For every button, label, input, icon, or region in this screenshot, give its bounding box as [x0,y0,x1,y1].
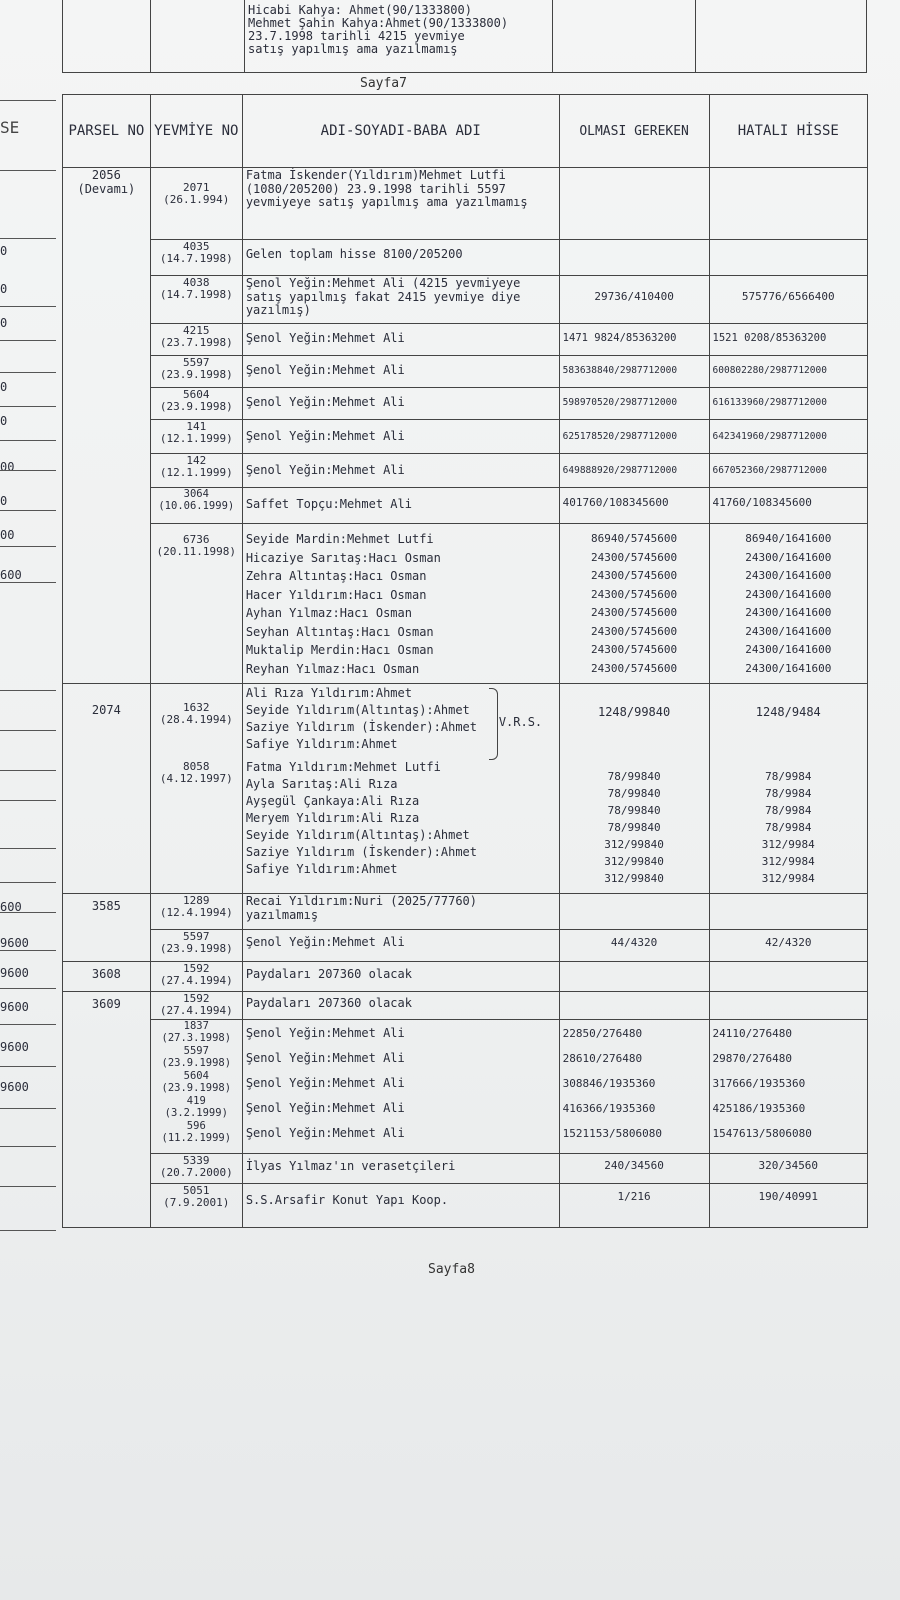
prev-value-fragment: 0 [0,316,8,330]
prev-row-line [0,582,56,583]
share-line: 317666/1935360 [712,1077,806,1090]
table-row [63,356,868,388]
header-parsel: PARSEL NO [63,95,151,168]
hatali-cell [709,962,867,992]
prev-row-line [0,988,56,989]
table-row [63,454,868,488]
yevmiye-value: 1837 (27.3.1998) [161,1021,232,1044]
name-line: Hacer Yıldırım:Hacı Osman [245,587,427,602]
hatali-cell: 642341960/2987712000 [709,420,867,454]
adi-cell: Şenol Yeğin:Mehmet Ali [242,356,559,388]
olmasi-cell: 625178520/2987712000 [559,420,709,454]
table-row [63,388,868,420]
adi-cell: Fatma İskender(Yıldırım)Mehmet Lutfi (1080/205200) 23.9.1998 tarihli 5597 yevmiyeye satış yapılmış ama yazılmamış [242,168,559,240]
header-hatali: HATALI HİSSE [709,95,867,168]
share-line: 78/99840 [607,769,661,783]
share-line: 24300/5745600 [591,569,678,582]
prev-row-line [0,882,56,883]
prev-value-fragment: 9600 [0,1000,29,1014]
yevmiye-value: 5604 (23.9.1998) [161,1071,232,1094]
adi-cell: Paydaları 207360 olacak [242,992,559,1020]
prev-row-line [0,546,56,547]
table-row [63,488,868,524]
olmasi-value: 1248/99840 [597,705,671,719]
yevmiye-cell: 1592 (27.4.1994) [150,962,242,992]
parsel-cell: 3585 [63,894,151,962]
prev-row-line [0,1230,56,1231]
share-line: 78/9984 [765,786,812,800]
share-line: 24300/1641600 [745,606,832,619]
hatali-cell: 575776/6566400 [709,276,867,324]
table-row [63,1184,868,1228]
yevmiye-cell: 5051 (7.9.2001) [150,1184,242,1228]
name-line: Hicaziye Sarıtaş:Hacı Osman [245,550,441,565]
name-line: Ayşegül Çankaya:Ali Rıza [245,794,420,808]
yevmiye-cell: 5597 (23.9.1998) [150,930,242,962]
table-row [63,420,868,454]
prev-row-line [0,1024,56,1025]
name-line: Seyide Mardin:Mehmet Lutfi [245,532,434,546]
yevmiye-value: 1632 (28.4.1994) [159,701,233,726]
share-line: 312/9984 [761,854,815,868]
hatali-cell: 600802280/2987712000 [709,356,867,388]
share-line: 24300/5745600 [591,587,678,601]
hatali-cell [709,1020,867,1154]
olmasi-cell [559,1020,709,1154]
share-line: 78/9984 [765,803,812,817]
hatali-cell: 42/4320 [709,930,867,962]
yevmiye-cell: 6736 (20.11.1998) [150,524,242,684]
vrs-label: V.R.S. [498,715,543,729]
hatali-cell: 667052360/2987712000 [709,454,867,488]
prev-value-fragment: 9600 [0,936,29,950]
name-line: Şenol Yeğin:Mehmet Ali [245,1051,405,1065]
page-label-bottom: Sayfa8 [428,1262,475,1277]
adi-cell: Gelen toplam hisse 8100/205200 [242,240,559,276]
share-line: 308846/1935360 [562,1077,656,1090]
share-line: 24300/5745600 [591,550,678,564]
share-line: 24300/1641600 [745,624,832,638]
prev-row-line [0,800,56,801]
prev-value-fragment: 00 [0,528,15,542]
share-table [62,94,868,1228]
prev-row-line [0,306,56,307]
hatali-cell: 1521 0208/85363200 [709,324,867,356]
yevmiye-cell: 2071 (26.1.994) [150,168,242,240]
name-line: Safiye Yıldırım:Ahmet [245,737,398,751]
share-line: 312/99840 [604,871,664,885]
adi-cell: Şenol Yeğin:Mehmet Ali [242,324,559,356]
prev-value-fragment: 9600 [0,1040,29,1054]
top-line: Hicabi Kahya: Ahmet(90/1333800) [248,3,472,17]
share-line: 78/99840 [607,820,661,834]
prev-header-fragment: SE [0,118,20,137]
top-line: 23.7.1998 tarihli 4215 yevmiye [248,29,465,43]
table-row [63,168,868,240]
yevmiye-cell: 5604 (23.9.1998) [150,388,242,420]
name-line: Meryem Yıldırım:Ali Rıza [245,811,420,825]
name-line: Muktalip Merdin:Hacı Osman [245,643,434,657]
adi-cell [242,1020,559,1154]
table-row [63,684,868,894]
prev-row-line [0,340,56,341]
top-line: Mehmet Şahin Kahya:Ahmet(90/1333800) [248,16,509,30]
adi-cell: Recai Yıldırım:Nuri (2025/77760) yazılmamış [242,894,559,930]
prev-row-line [0,440,56,441]
table-row [63,930,868,962]
name-line: Saziye Yıldırım (İskender):Ahmet [245,845,477,859]
name-line: Safiye Yıldırım:Ahmet [245,862,398,876]
share-line: 24300/1641600 [745,661,832,675]
adi-cell: Paydaları 207360 olacak [242,962,559,992]
share-line: 1547613/5806080 [712,1127,812,1140]
yevmiye-cell: 1289 (12.4.1994) [150,894,242,930]
share-line: 24110/276480 [712,1027,793,1040]
share-line: 24300/5745600 [591,661,678,675]
olmasi-cell: 1471 9824/85363200 [559,324,709,356]
table-row [63,524,868,684]
prev-value-fragment: 0 [0,380,8,394]
yevmiye-cell: 4215 (23.7.1998) [150,324,242,356]
header-olmasi: OLMASI GEREKEN [559,95,709,168]
share-line: 24300/5745600 [591,643,678,656]
name-line: Seyhan Altıntaş:Hacı Osman [245,624,434,639]
hatali-cell: 190/40991 [709,1184,867,1228]
yevmiye-value: 419 (3.2.1999) [164,1096,228,1119]
adi-cell: Şenol Yeğin:Mehmet Ali (4215 yevmiyeye satış yapılmış fakat 2415 yevmiye diye yazılmış) [242,276,559,324]
top-line: satış yapılmış ama yazılmamış [248,42,458,56]
header-adi: ADI-SOYADI-BABA ADI [242,95,559,168]
yevmiye-value: 5597 (23.9.1998) [161,1046,232,1069]
olmasi-cell: 1/216 [559,1184,709,1228]
share-line: 24300/5745600 [591,624,678,638]
header-row [63,95,868,168]
name-line: Şenol Yeğin:Mehmet Ali [245,1076,405,1090]
yevmiye-value: 596 (11.2.1999) [161,1121,232,1144]
table-row [63,894,868,930]
share-line: 312/99840 [604,854,664,868]
prev-row-line [0,1066,56,1067]
prev-value-fragment: 00 [0,460,15,474]
olmasi-cell: 583638840/2987712000 [559,356,709,388]
name-line: Ayla Sarıtaş:Ali Rıza [245,777,398,791]
olmasi-cell: 240/34560 [559,1154,709,1184]
name-line: Seyide Yıldırım(Altıntaş):Ahmet [245,703,470,717]
adi-cell: Şenol Yeğin:Mehmet Ali [242,930,559,962]
share-line: 1521153/5806080 [562,1127,663,1140]
yevmiye-cell: 3064 (10.06.1999) [150,488,242,524]
adi-cell: S.S.Arsafir Konut Yapı Koop. [242,1184,559,1228]
name-line: Zehra Altıntaş:Hacı Osman [245,569,427,583]
share-line: 312/9984 [761,837,815,851]
prev-row-line [0,690,56,691]
name-line: Ali Rıza Yıldırım:Ahmet [245,686,412,700]
olmasi-cell [559,684,709,894]
share-line: 78/9984 [765,769,812,783]
yevmiye-cell: 141 (12.1.1999) [150,420,242,454]
olmasi-cell: 598970520/2987712000 [559,388,709,420]
yevmiye-cell: 142 (12.1.1999) [150,454,242,488]
brace-mark [489,688,498,760]
name-line: Ayhan Yılmaz:Hacı Osman [245,606,412,620]
table-row [63,324,868,356]
hatali-cell: 320/34560 [709,1154,867,1184]
adi-cell: Saffet Topçu:Mehmet Ali [242,488,559,524]
olmasi-cell: 649888920/2987712000 [559,454,709,488]
prev-row-line [0,470,56,471]
name-line: Saziye Yıldırım (İskender):Ahmet [245,720,477,734]
yevmiye-cell: 4038 (14.7.1998) [150,276,242,324]
prev-value-fragment: 0 [0,414,8,428]
share-line: 425186/1935360 [712,1102,806,1115]
hatali-cell [709,524,867,684]
prev-row-line [0,848,56,849]
prev-row-line [0,510,56,511]
olmasi-cell [559,168,709,240]
adi-cell [242,684,559,894]
prev-row-line [0,170,56,171]
parsel-cell: 3608 [63,962,151,992]
share-line: 24300/1641600 [745,643,832,656]
prev-value-fragment: 600 [0,568,22,582]
adi-cell: Şenol Yeğin:Mehmet Ali [242,420,559,454]
yevmiye-cell: 1592 (27.4.1994) [150,992,242,1020]
yevmiye-cell [150,1020,242,1154]
name-line: Şenol Yeğin:Mehmet Ali [245,1026,405,1040]
share-line: 312/9984 [761,871,815,885]
share-line: 86940/1641600 [745,532,832,545]
hatali-cell [709,240,867,276]
yevmiye-cell: 4035 (14.7.1998) [150,240,242,276]
adi-cell: Şenol Yeğin:Mehmet Ali [242,454,559,488]
table-row [63,276,868,324]
prev-row-line [0,238,56,239]
table-row [63,1020,868,1154]
share-line: 24300/1641600 [745,587,832,601]
olmasi-cell: 401760/108345600 [559,488,709,524]
previous-page-fragment [0,0,60,1260]
prev-value-fragment: 0 [0,282,8,296]
name-line: Şenol Yeğin:Mehmet Ali [245,1101,405,1115]
share-line: 22850/276480 [562,1027,643,1040]
hatali-cell [709,992,867,1020]
share-line: 29870/276480 [712,1052,793,1065]
prev-row-line [0,100,56,101]
yevmiye-value: 8058 (4.12.1997) [159,760,233,785]
share-line: 24300/1641600 [745,569,832,582]
share-line: 24300/5745600 [591,606,678,619]
share-line: 312/99840 [604,837,664,851]
hatali-value: 1248/9484 [755,705,821,719]
adi-cell [242,524,559,684]
share-line: 78/9984 [765,820,812,834]
prev-value-fragment: 9600 [0,1080,29,1094]
share-line: 78/99840 [607,803,661,817]
adi-cell: Şenol Yeğin:Mehmet Ali [242,388,559,420]
share-line: 78/99840 [607,786,661,800]
share-line: 24300/1641600 [745,550,832,564]
prev-row-line [0,406,56,407]
adi-cell: İlyas Yılmaz'ın verasetçileri [242,1154,559,1184]
header-yevmiye: YEVMİYE NO [150,95,242,168]
hatali-cell [709,684,867,894]
parsel-cell: 3609 [63,992,151,1228]
olmasi-cell [559,524,709,684]
share-line: 416366/1935360 [562,1102,656,1115]
prev-value-fragment: 0 [0,244,8,258]
name-line: Fatma Yıldırım:Mehmet Lutfi [245,760,441,774]
olmasi-cell: 29736/410400 [559,276,709,324]
hatali-cell: 41760/108345600 [709,488,867,524]
prev-value-fragment: 0 [0,494,8,508]
prev-row-line [0,912,56,913]
parsel-cell: 2056 (Devamı) [63,168,151,684]
parsel-cell: 2074 [63,684,151,894]
olmasi-cell [559,992,709,1020]
prev-value-fragment: 9600 [0,966,29,980]
table-row [63,962,868,992]
prev-row-line [0,730,56,731]
hatali-cell [709,894,867,930]
share-line: 28610/276480 [562,1052,643,1065]
name-line: Şenol Yeğin:Mehmet Ali [245,1126,405,1140]
name-line: Reyhan Yılmaz:Hacı Osman [245,661,420,676]
prev-row-line [0,372,56,373]
hatali-cell: 616133960/2987712000 [709,388,867,420]
prev-row-line [0,1186,56,1187]
olmasi-cell [559,240,709,276]
table-row [63,992,868,1020]
page-label-top: Sayfa7 [360,76,407,91]
yevmiye-cell [150,684,242,894]
prev-value-fragment: 600 [0,900,22,914]
name-line: Seyide Yıldırım(Altıntaş):Ahmet [245,828,470,842]
yevmiye-cell: 5597 (23.9.1998) [150,356,242,388]
share-line: 86940/5745600 [591,532,678,545]
yevmiye-cell: 5339 (20.7.2000) [150,1154,242,1184]
olmasi-cell: 44/4320 [559,930,709,962]
olmasi-cell [559,894,709,930]
top-block-text [248,4,508,56]
prev-row-line [0,770,56,771]
prev-row-line [0,1108,56,1109]
prev-row-line [0,950,56,951]
prev-row-line [0,1146,56,1147]
table-row [63,1154,868,1184]
olmasi-cell [559,962,709,992]
table-row [63,240,868,276]
hatali-cell [709,168,867,240]
